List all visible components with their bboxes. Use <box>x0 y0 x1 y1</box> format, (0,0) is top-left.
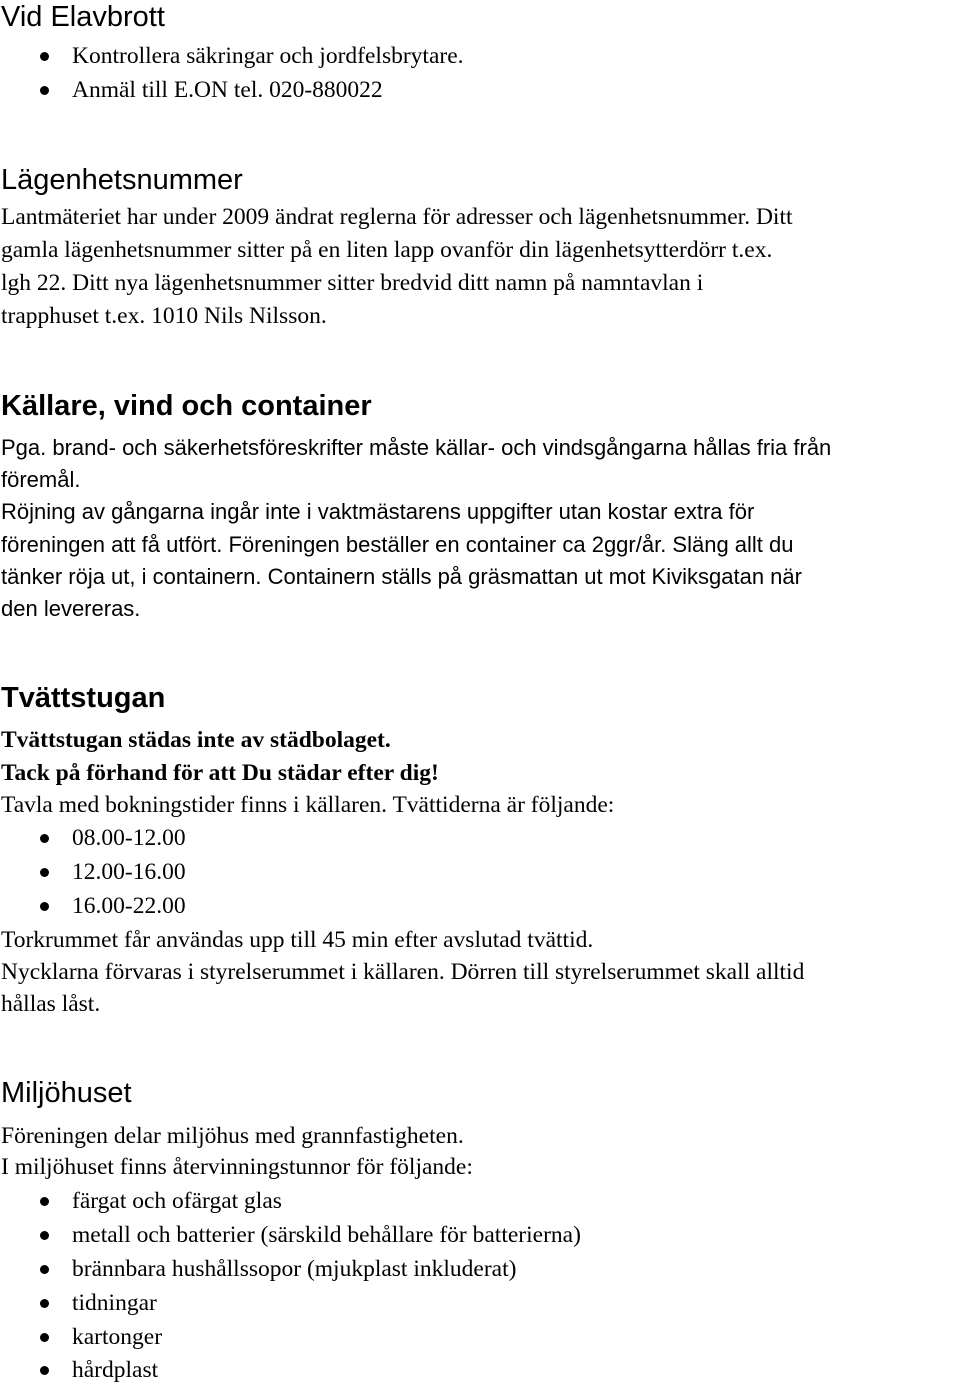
paragraph-line: hållas låst. <box>1 991 101 1017</box>
bullet-icon <box>40 1333 49 1342</box>
list-item-text: brännbara hushållssopor (mjukplast inkluderat) <box>72 1256 517 1282</box>
bullet-icon <box>40 834 49 843</box>
paragraph-line: I miljöhuset finns återvinningstunnor för följande: <box>1 1154 473 1180</box>
list-item-text: metall och batterier (särskild behållare för batterierna) <box>72 1222 581 1248</box>
paragraph-line: tänker röja ut, i containern. Containern ställs på gräsmattan ut mot Kiviksgatan när <box>1 564 802 589</box>
list-item-text: 08.00-12.00 <box>72 825 186 851</box>
bullet-icon <box>40 1299 49 1308</box>
notice-line: Tvättstugan städas inte av städbolaget. <box>1 727 391 753</box>
list-item-text: hårdplast <box>72 1357 159 1383</box>
heading-tvattstugan: Tvättstugan <box>1 682 166 714</box>
paragraph-line: Lantmäteriet har under 2009 ändrat reglerna för adresser och lägenhetsnummer. Ditt <box>1 204 793 230</box>
bullet-icon <box>40 1231 49 1240</box>
list-item-text: Anmäl till E.ON tel. 020-880022 <box>72 77 383 103</box>
bullet-icon <box>40 1366 49 1375</box>
paragraph-line: gamla lägenhetsnummer sitter på en liten lapp ovanför din lägenhetsytterdörr t.ex. <box>1 237 773 263</box>
list-item-text: 16.00-22.00 <box>72 893 186 919</box>
bullet-icon <box>40 1265 49 1274</box>
paragraph-line: Pga. brand- och säkerhetsföreskrifter måste källar- och vindsgångarna hållas fria från <box>1 435 832 460</box>
paragraph-line: Föreningen delar miljöhus med grannfastigheten. <box>1 1123 464 1149</box>
heading-miljohuset: Miljöhuset <box>1 1077 132 1109</box>
bullet-icon <box>40 52 49 61</box>
heading-lagenhetsnummer: Lägenhetsnummer <box>1 164 243 196</box>
list-item-text: 12.00-16.00 <box>72 859 186 885</box>
paragraph-line: trapphuset t.ex. 1010 Nils Nilsson. <box>1 303 327 329</box>
paragraph-line: den levereras. <box>1 596 141 621</box>
heading-kallare: Källare, vind och container <box>1 390 372 422</box>
bullet-icon <box>40 868 49 877</box>
paragraph-line: föremål. <box>1 467 81 492</box>
list-item-text: tidningar <box>72 1290 157 1316</box>
heading-elavbrott: Vid Elavbrott <box>1 1 165 33</box>
paragraph-line: föreningen att få utfört. Föreningen beställer en container ca 2ggr/år. Släng allt du <box>1 532 794 557</box>
paragraph-line: Röjning av gångarna ingår inte i vaktmästarens uppgifter utan kostar extra för <box>1 499 755 524</box>
list-item-text: färgat och ofärgat glas <box>72 1188 282 1214</box>
paragraph-line: Nycklarna förvaras i styrelserummet i källaren. Dörren till styrelserummet skall alltid <box>1 959 805 985</box>
bullet-icon <box>40 86 49 95</box>
notice-line: Tack på förhand för att Du städar efter dig! <box>1 760 439 786</box>
paragraph-line: Tavla med bokningstider finns i källaren. Tvättiderna är följande: <box>1 792 615 818</box>
bullet-icon <box>40 1197 49 1206</box>
list-item-text: Kontrollera säkringar och jordfelsbrytare. <box>72 43 464 69</box>
paragraph-line: Torkrummet får användas upp till 45 min efter avslutad tvättid. <box>1 927 594 953</box>
bullet-icon <box>40 902 49 911</box>
list-item-text: kartonger <box>72 1324 163 1350</box>
paragraph-line: lgh 22. Ditt nya lägenhetsnummer sitter bredvid ditt namn på namntavlan i <box>1 270 704 296</box>
